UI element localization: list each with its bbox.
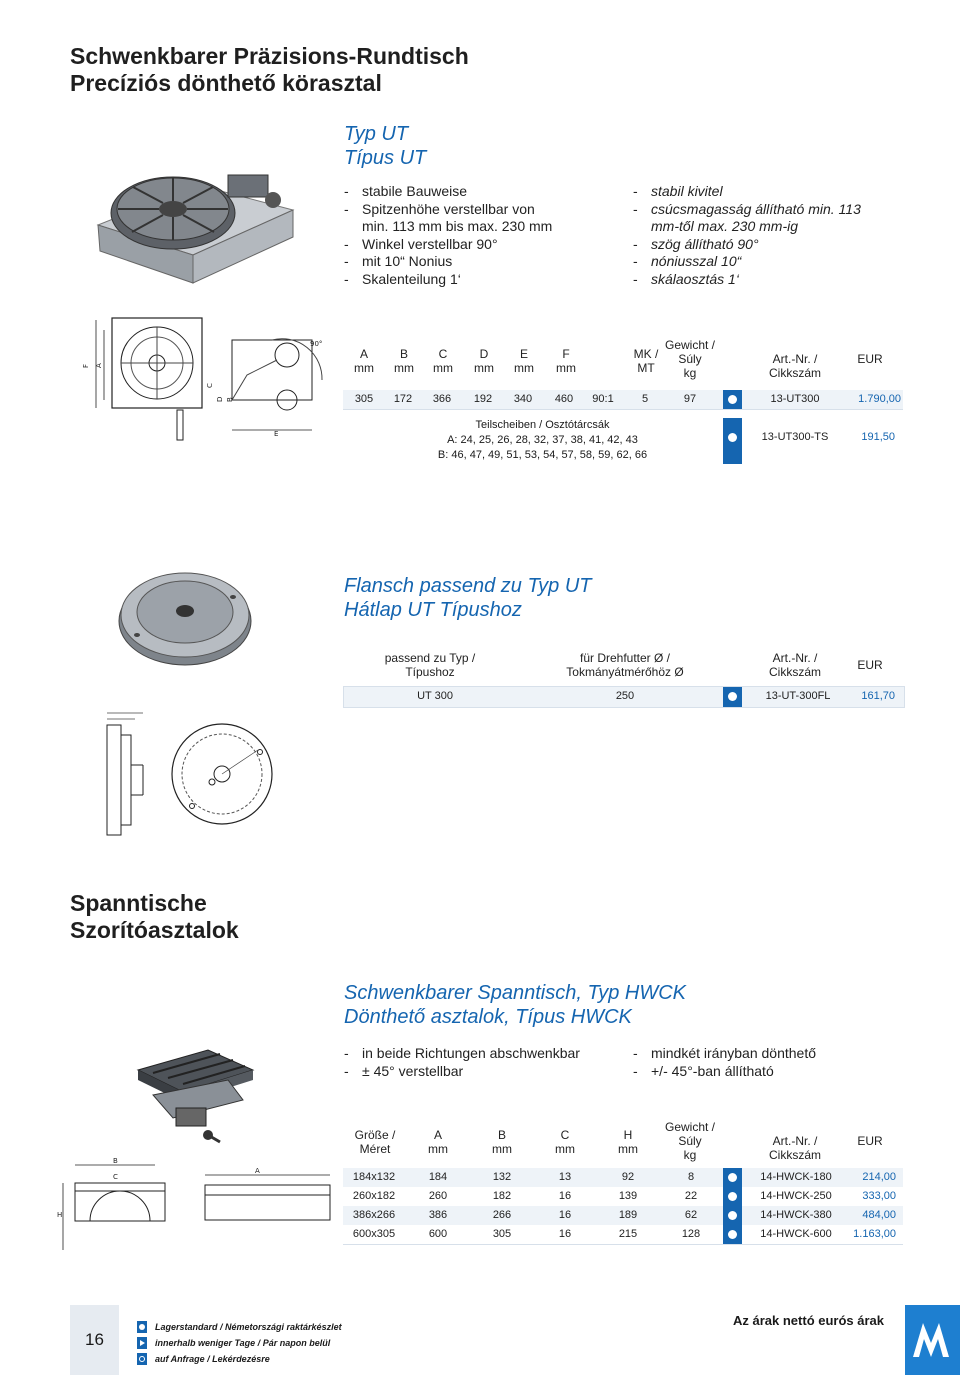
stock-indicator — [723, 1168, 742, 1187]
dim-label: C — [113, 1173, 118, 1181]
stock-dot-icon — [728, 433, 737, 442]
col-header-weight: Gewicht / Súly kg — [664, 1120, 715, 1162]
cell-art: 14-HWCK-180 — [760, 1171, 832, 1183]
col-header-mk: MK / MT — [633, 347, 659, 375]
feature-item: - stabile Bauweise — [344, 183, 468, 199]
cell-type: UT 300 — [417, 690, 453, 702]
col-header-f: F mm — [556, 347, 576, 375]
cell-b: 182 — [492, 1190, 512, 1202]
section-heading-hu: Szorítóasztalok — [70, 917, 239, 943]
cell-weight: 8 — [687, 1171, 695, 1183]
ut-type-title-hu: Típus UT — [344, 147, 427, 169]
col-header-art: Art.-Nr. / Cikkszám — [768, 651, 821, 679]
cell-c: 366 — [432, 393, 452, 405]
dim-label: C — [206, 383, 214, 388]
ts-title: Teilscheiben / Osztótárcsák — [475, 419, 610, 431]
cell-a: 260 — [428, 1190, 448, 1202]
stock-indicator — [137, 1353, 147, 1365]
cell-size: 184x132 — [352, 1171, 396, 1183]
feature-item: - mindkét irányban dönthető — [633, 1045, 816, 1061]
feature-item: - mit 10“ Nonius — [344, 253, 453, 270]
cell-art: 14-HWCK-250 — [760, 1190, 832, 1202]
stock-dot-icon — [728, 1192, 737, 1201]
col-header-c: C mm — [433, 347, 453, 375]
col-header-art: Art.-Nr. / Cikkszám — [768, 1134, 821, 1162]
col-header-chuck: für Drehfutter Ø / Tokmányátmérőhöz Ø — [566, 651, 684, 679]
cell-size: 600x305 — [352, 1228, 396, 1240]
cell-h: 139 — [618, 1190, 638, 1202]
col-header-b: B mm — [492, 1128, 512, 1156]
feature-item: - in beide Richtungen abschwenkbar — [344, 1045, 580, 1061]
stock-indicator — [723, 390, 742, 409]
dim-label: B — [113, 1157, 118, 1165]
legend-dot-icon — [139, 1324, 145, 1330]
col-header-b: B mm — [394, 347, 414, 375]
cell-art: 13-UT300 — [770, 393, 820, 405]
cell-f: 460 — [554, 393, 574, 405]
dim-label: H — [57, 1211, 63, 1219]
cell-art: 14-HWCK-380 — [760, 1209, 832, 1221]
cell-ratio: 90:1 — [592, 393, 614, 405]
dim-label: E — [274, 430, 279, 438]
hwck-title-de: Schwenkbarer Spanntisch, Typ HWCK — [344, 982, 686, 1004]
cell-price: 214,00 — [862, 1171, 896, 1183]
feature-item: - Winkel verstellbar 90° — [344, 235, 498, 252]
cell-weight: 22 — [684, 1190, 698, 1202]
stock-indicator — [723, 418, 742, 464]
stock-dot-icon — [728, 1211, 737, 1220]
cell-c: 13 — [558, 1171, 572, 1183]
flange-photo — [115, 565, 265, 670]
stock-indicator — [137, 1321, 147, 1333]
stock-indicator — [723, 1187, 742, 1206]
price-note: Az árak nettó eurós árak — [733, 1313, 885, 1328]
legend-play-icon — [140, 1340, 145, 1346]
col-header-d: D mm — [474, 347, 494, 375]
cell-price: 484,00 — [862, 1209, 896, 1221]
col-header-type: passend zu Typ / Típushoz — [384, 651, 476, 679]
flange-title-hu: Hátlap UT Típushoz — [344, 599, 522, 621]
col-header-size: Größe / Méret — [354, 1128, 396, 1156]
page-title-hu: Precíziós dönthető körasztal — [70, 70, 382, 96]
flange-drawing-side — [95, 705, 175, 845]
col-header-e: E mm — [514, 347, 534, 375]
page-number: 16 — [85, 1330, 104, 1349]
feature-item: - Spitzenhöhe verstellbar von — [344, 200, 535, 217]
col-header-weight: Gewicht / Súly kg — [664, 338, 715, 380]
logo-icon — [905, 1305, 960, 1375]
col-header-art: Art.-Nr. / Cikkszám — [768, 352, 821, 380]
tilting-table-photo — [128, 1040, 258, 1152]
stock-dot-icon — [728, 1230, 737, 1239]
cell-price: 1.790,00 — [858, 393, 901, 405]
cell-c: 16 — [558, 1228, 572, 1240]
feature-item: - Skalenteilung 1‘ — [344, 270, 461, 287]
col-header-c: C mm — [555, 1128, 575, 1156]
legend-moon-icon — [139, 1356, 145, 1362]
ut-features-de — [344, 183, 552, 289]
feature-item: - ± 45° verstellbar — [344, 1062, 464, 1079]
hwck-title-hu: Dönthető asztalok, Típus HWCK — [344, 1006, 632, 1028]
stock-dot-icon — [728, 692, 737, 701]
cell-c: 16 — [558, 1209, 572, 1221]
col-header-a: A mm — [354, 347, 374, 375]
col-header-eur: EUR — [857, 658, 883, 672]
brand-logo — [905, 1305, 960, 1375]
stock-indicator — [137, 1337, 147, 1349]
rotary-table-photo — [88, 155, 298, 300]
feature-item: - nóniusszal 10“ — [633, 253, 742, 270]
cell-h: 92 — [621, 1171, 635, 1183]
cell-b: 305 — [492, 1228, 512, 1240]
feature-item: mm-től max. 230 mm-ig — [651, 218, 799, 235]
cell-art: 14-HWCK-600 — [760, 1228, 832, 1240]
ut-features-hu — [633, 183, 861, 289]
stock-indicator — [723, 1206, 742, 1225]
ts-block — [420, 418, 665, 463]
col-header-eur: EUR — [857, 352, 883, 366]
cell-b: 266 — [492, 1209, 512, 1221]
ts-art: 13-UT300-TS — [761, 431, 829, 443]
section-heading-de: Spanntische — [70, 890, 207, 916]
feature-item: - szög állítható 90° — [633, 235, 759, 252]
flange-drawing-front — [170, 712, 280, 842]
stock-indicator — [723, 687, 742, 707]
cell-b: 132 — [492, 1171, 512, 1183]
dim-label: A — [95, 363, 103, 368]
cell-size: 260x182 — [352, 1190, 396, 1202]
dim-label: D — [216, 396, 224, 402]
cell-a: 305 — [354, 393, 374, 405]
feature-item: min. 113 mm bis max. 230 mm — [362, 218, 553, 235]
hwck-features-hu — [633, 1045, 816, 1080]
cell-d: 192 — [473, 393, 493, 405]
hwck-features-de — [344, 1045, 580, 1080]
flange-title-de: Flansch passend zu Typ UT — [344, 575, 592, 597]
cell-chuck: 250 — [615, 690, 635, 702]
feature-item: - csúcsmagasság állítható min. 113 — [633, 200, 861, 217]
dim-label: 90° — [310, 340, 323, 348]
cell-a: 184 — [428, 1171, 448, 1183]
cell-price: 161,70 — [861, 690, 895, 702]
stock-dot-icon — [728, 1173, 737, 1182]
stock-indicator — [723, 1225, 742, 1244]
col-header-a: A mm — [428, 1128, 448, 1156]
feature-item: - skálaosztás 1‘ — [633, 270, 739, 287]
tilting-table-drawing — [55, 1155, 340, 1260]
cell-mk: 5 — [641, 393, 649, 405]
cell-size: 386x266 — [352, 1209, 396, 1221]
rotary-table-drawing — [82, 310, 332, 450]
cell-e: 340 — [513, 393, 533, 405]
cell-a: 386 — [428, 1209, 448, 1221]
cell-weight: 97 — [683, 393, 697, 405]
ts-line-a: A: 24, 25, 26, 28, 32, 37, 38, 41, 42, 43 — [447, 434, 638, 446]
dim-label: F — [82, 363, 90, 368]
page-title-de: Schwenkbarer Präzisions-Rundtisch — [70, 43, 469, 69]
cell-price: 333,00 — [862, 1190, 896, 1202]
col-header-eur: EUR — [857, 1134, 883, 1148]
ut-type-title-de: Typ UT — [344, 123, 409, 145]
ts-price: 191,50 — [861, 431, 895, 443]
dim-label: A — [255, 1167, 260, 1175]
dim-label: B — [226, 397, 234, 402]
cell-a: 600 — [428, 1228, 448, 1240]
cell-price: 1.163,00 — [853, 1228, 896, 1240]
cell-weight: 62 — [684, 1209, 698, 1221]
ts-line-b: B: 46, 47, 49, 51, 53, 54, 57, 58, 59, 62, 66 — [437, 449, 648, 461]
cell-b: 172 — [393, 393, 413, 405]
cell-art: 13-UT-300FL — [765, 690, 831, 702]
feature-item: - +/- 45°-ban állítható — [633, 1062, 774, 1079]
cell-c: 16 — [558, 1190, 572, 1202]
cell-h: 215 — [618, 1228, 638, 1240]
col-header-h: H mm — [618, 1128, 638, 1156]
feature-item: - stabil kivitel — [633, 183, 723, 199]
stock-dot-icon — [728, 395, 737, 404]
cell-weight: 128 — [681, 1228, 701, 1240]
cell-h: 189 — [618, 1209, 638, 1221]
